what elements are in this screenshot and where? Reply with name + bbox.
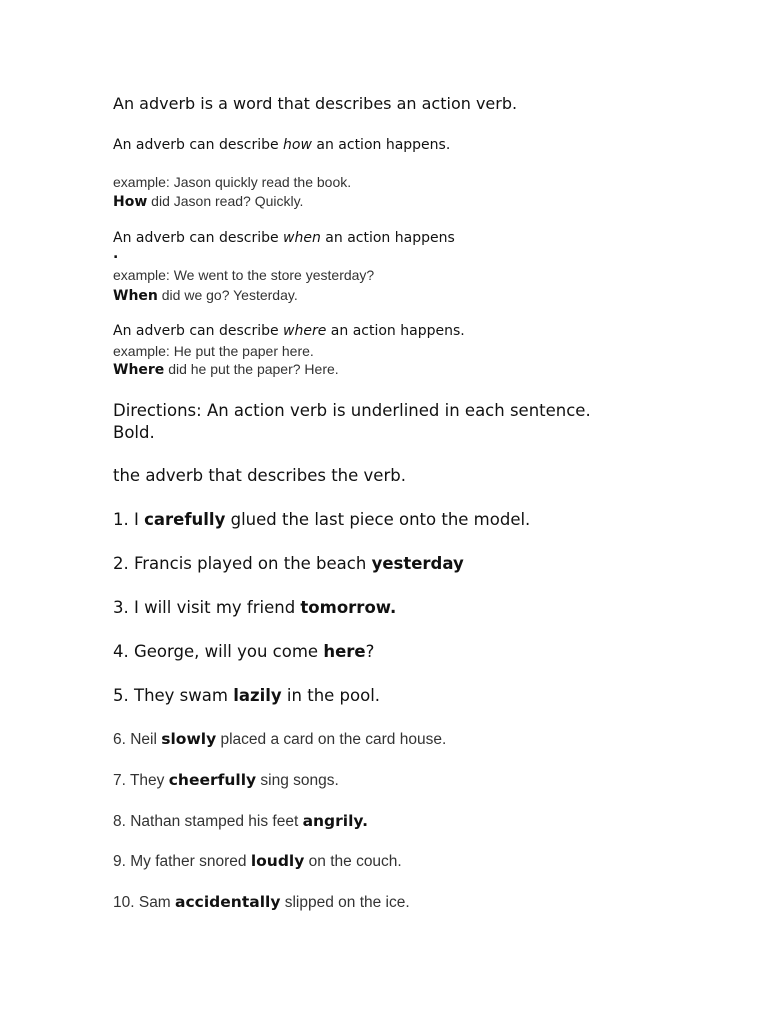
how-heading-pre: An adverb can describe xyxy=(113,137,284,153)
list-item xyxy=(113,554,464,573)
item-adverb: angrily. xyxy=(302,812,368,830)
item-adverb: cheerfully xyxy=(168,771,257,789)
how-heading-post: an action happens. xyxy=(311,137,451,153)
item-text: 4. George, will you come xyxy=(113,642,324,661)
list-item xyxy=(113,730,446,749)
item-adverb: tomorrow. xyxy=(300,598,397,617)
item-adverb: slowly xyxy=(161,730,217,748)
when-heading-em: when xyxy=(283,230,321,246)
list-item xyxy=(113,893,410,912)
intro-title: An adverb is a word that describes an action verb. xyxy=(113,94,518,113)
list-item xyxy=(113,598,396,617)
when-question xyxy=(113,287,298,304)
item-adverb: loudly xyxy=(250,852,305,870)
item-text: 3. I will visit my friend xyxy=(113,598,301,617)
list-item xyxy=(113,812,368,831)
item-text: on the couch. xyxy=(304,853,402,870)
when-heading-post: an action happens xyxy=(320,230,455,246)
item-text: in the pool. xyxy=(281,686,381,705)
list-item xyxy=(113,510,530,529)
item-text: 8. Nathan stamped his feet xyxy=(113,813,303,830)
list-item xyxy=(113,642,374,661)
where-question-rest: did he put the paper? Here. xyxy=(164,361,339,377)
item-text: ? xyxy=(365,642,375,661)
how-question-rest: did Jason read? Quickly. xyxy=(147,193,304,209)
when-example: example: We went to the store yesterday? xyxy=(113,267,375,283)
item-text: 9. My father snored xyxy=(113,853,251,870)
item-text: 5. They swam xyxy=(113,686,234,705)
where-example: example: He put the paper here. xyxy=(113,343,314,359)
when-heading xyxy=(113,230,455,246)
how-heading-em: how xyxy=(283,137,312,153)
item-text: 6. Neil xyxy=(113,731,162,748)
item-adverb: carefully xyxy=(144,510,226,529)
how-question-word: How xyxy=(113,194,148,210)
directions-line-3: the adverb that describes the verb. xyxy=(113,466,406,485)
item-adverb: lazily xyxy=(233,686,282,705)
item-adverb: accidentally xyxy=(175,893,281,911)
item-text: slipped on the ice. xyxy=(280,894,410,911)
item-text: 7. They xyxy=(113,772,169,789)
how-question xyxy=(113,193,303,210)
item-adverb: yesterday xyxy=(371,554,464,573)
where-heading-em: where xyxy=(283,323,327,339)
where-heading-post: an action happens. xyxy=(326,323,465,339)
when-stray-period: . xyxy=(113,246,119,262)
where-question-word: Where xyxy=(113,362,165,378)
item-text: placed a card on the card house. xyxy=(216,731,447,748)
when-question-rest: did we go? Yesterday. xyxy=(157,287,298,303)
where-heading xyxy=(113,323,465,339)
list-item xyxy=(113,771,339,790)
how-example: example: Jason quickly read the book. xyxy=(113,174,352,190)
item-text: 2. Francis played on the beach xyxy=(113,554,372,573)
directions-line-1: Directions: An action verb is underlined in each sentence. xyxy=(113,401,591,420)
list-item xyxy=(113,686,380,705)
where-question xyxy=(113,361,339,378)
item-adverb: here xyxy=(323,642,366,661)
where-heading-pre: An adverb can describe xyxy=(113,323,284,339)
list-item xyxy=(113,852,402,871)
item-text: glued the last piece onto the model. xyxy=(225,510,531,529)
directions-line-2: Bold. xyxy=(113,423,155,442)
item-text: 10. Sam xyxy=(113,894,176,911)
how-heading xyxy=(113,137,450,153)
when-question-word: When xyxy=(113,288,158,304)
item-text: sing songs. xyxy=(256,772,339,789)
when-heading-pre: An adverb can describe xyxy=(113,230,284,246)
item-text: 1. I xyxy=(113,510,145,529)
